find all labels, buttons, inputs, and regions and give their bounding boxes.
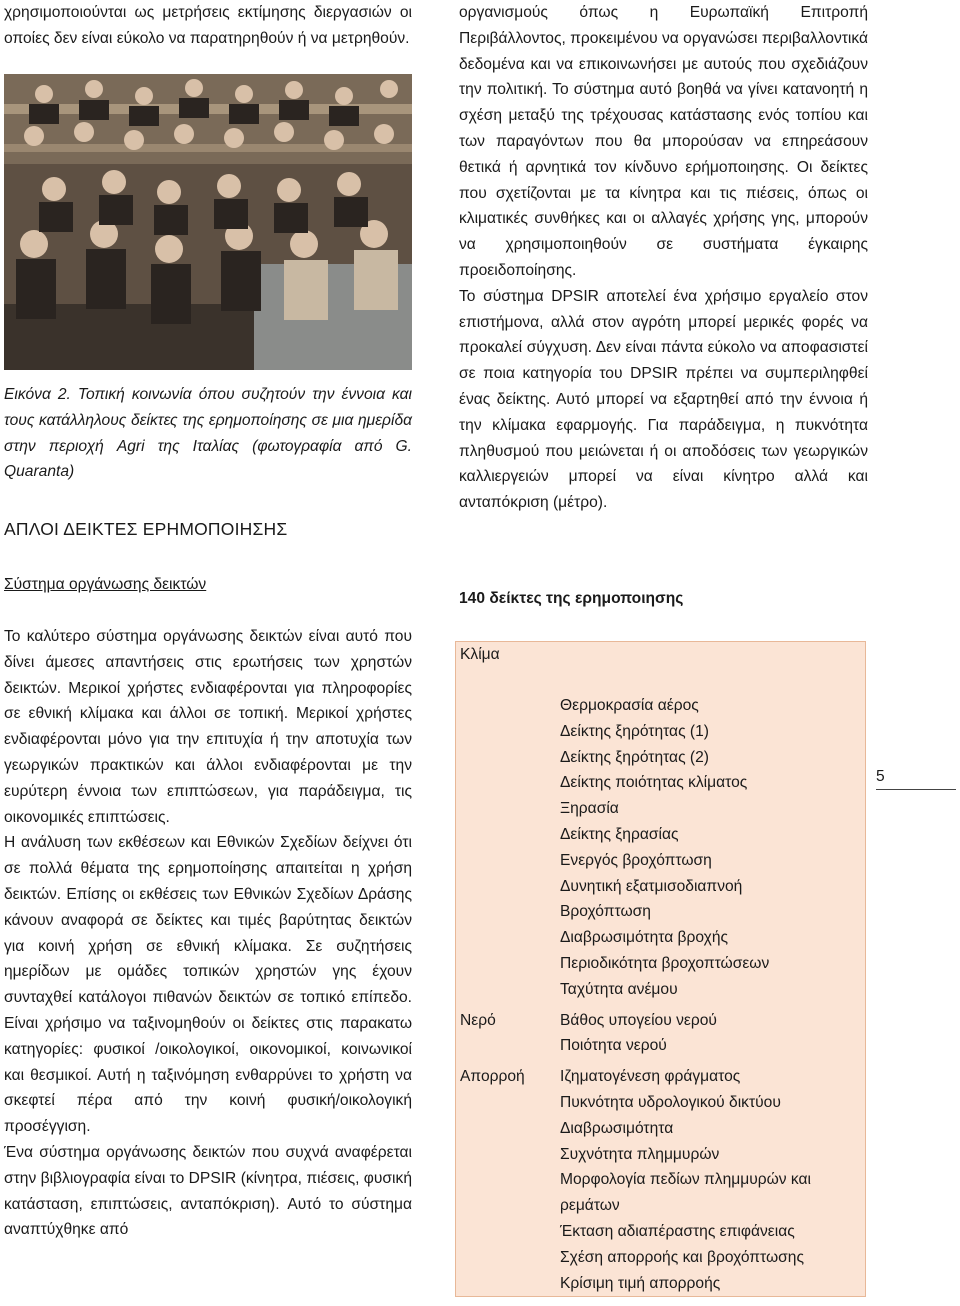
indicator-list-title: 140 δείκτες της ερημοποιησης [459,590,684,607]
indicator-item: Ταχύτητα ανέμου [560,980,678,998]
body-paragraph: Το σύστημα DPSIR αποτελεί ένα χρήσιμο εργαλείο στον επιστήμονα, αλλά στον αγρότη μπορεί μερικές φορές να προκαλεί σύγχυση. Δεν είναι πάντα εύκολο να αποφασιστεί σε ποια κατηγορία του DPSIR πρέπει να συμπεριληφθεί ένας δείκτης. Αυτό μπορεί να εξαρτηθεί από την έννοια ή την κλίμακα εφαρμογής. Για παράδειγμα, η πυκνότητα πληθυσμού που μειώνεται ή οι αποδόσεις των γεωργικών καλλιεργειών μπορεί να είναι κίνητρο αλλά και ανταπόκριση (μέτρο). [459,287,868,512]
indicator-list [556,1064,866,1297]
indicator-item: Βάθος υπογείου νερού [560,1011,717,1029]
indicator-item: Συχνότητα πλημμυρών [560,1145,720,1163]
indicator-item: Θερμοκρασία αέρος [560,697,699,714]
indicator-item: Δείκτης ξηρασίας [560,825,679,843]
indicator-list [556,1008,866,1065]
indicator-item: Δείκτης ξηρότητας (1) [560,722,709,740]
indicator-item: Διαβρωσιμότητα [560,1119,674,1137]
indicator-item: Μορφολογία πεδίων πλημμυρών και ρεμάτων [560,1171,812,1215]
indicator-item: Δείκτης ποιότητας κλίματος [560,774,748,792]
indicator-item: Σχέση απορροής και βροχόπτωσης [560,1248,804,1266]
right-body [459,0,868,516]
left-body [4,624,412,1243]
table-row [456,642,866,1008]
indicator-item: Δείκτης ξηρότητας (2) [560,748,709,766]
body-paragraph: οργανισμούς όπως η Ευρωπαϊκή Επιτροπή Περιβάλλοντος, προκειμένου να οργανώσει περιβαλλοντικά δεδομένα και να επικοινωνήσει με αυτούς που σχεδιάζουν την πολιτική. Το σύστημα αυτό βοηθά να γίνει κατανοητή η σχέση μεταξύ της τρέχουσας κατάστασης ενός τοπίου και των παραγόντων που θα μπορούσαν να επηρεάσουν θετικά ή αρνητικά τον κίνδυνο ερήμοποιησης. Οι δείκτες που σχετίζονται με τα κίνητρα και τις πιέσεις, όπως οι κλιματικές συνθήκες και οι αλλαγές χρήσης γης, μπορούν να χρησιμοποιηθούν σε συστήματα έγκαιρης προειδοποίησης. [459,4,868,279]
page-number: 5 [876,768,956,790]
indicator-item: Ξηρασία [560,800,619,818]
indicator-item: Έκταση αδιαπέραστης επιφάνειας [560,1222,795,1240]
indicator-list [556,642,866,1008]
figure-caption: Εικόνα 2. Τοπική κοινωνία όπου συζητούν την έννοια και τους κατάλληλους δείκτες της ερημοποίησης σε μια ημερίδα στην περιοχή Agri της Ιταλίας (φωτογραφία από G. Quaranta) [4,386,412,481]
body-paragraph: Η ανάλυση των εκθέσεων και Εθνικών Σχεδίων δείχνει ότι σε πολλά θέματα της ερημοποίησης απαιτείται η χρήση δεικτών. Επίσης οι εκθέσεις των Εθνικών Σχεδίων Δράσης κάνουν αναφορά σε δείκτες και τιμές βαρύτητας δεικτών για κοινή χρήση σε εθνική κλίμακα. Σε συζητήσεις ημερίδων με ομάδες τοπικών χρηστών γης έχουν συνταχθεί κατάλογοι πιθανών δεικτών σε τοπικό επίπεδο. Είναι χρήσιμο να ταξινομηθούν οι δείκτες στις παρακατω κατηγορίες: φυσικοί /οικολογικοί, οικονομικοί, κοινωνικοί και θεσμικοί. Αυτή η ταξινόμηση ενθαρρύνει το χρήστη να σκεφτεί πέρα από την κοινή φυσική/οικολογική προσέγγιση. [4,834,412,1136]
table-row [456,1008,866,1065]
body-paragraph: Ένα σύστημα οργάνωσης δεικτών που συχνά αναφέρεται στην βιβλιογραφία είναι το DPSIR (κίνητρα, πιέσεις, φυσική κατάσταση, επιπτώσεις, ανταπόκριση). Αυτό το σύστημα αναπτύχθηκε από [4,1143,412,1239]
indicator-item: Πυκνότητα υδρολογικού δικτύου [560,1093,781,1111]
indicator-item: Περιοδικότητα βροχοπτώσεων [560,954,770,972]
category-label: Νερό [460,1011,496,1029]
indicator-item: Δυνητική εξατμισοδιαπνοή [560,877,743,895]
section-heading: ΑΠΛΟΙ ΔΕΙΚΤΕΣ ΕΡΗΜΟΠΟΙΗΣΗΣ [4,519,288,539]
sub-heading: Σύστημα οργάνωσης δεικτών [4,576,207,593]
indicator-item: Βροχόπτωση [560,903,651,921]
indicator-item: Ιζηματογένεση φράγματος [560,1068,741,1086]
audience-photo [4,74,412,370]
body-paragraph: Το καλύτερο σύστημα οργάνωσης δεικτών είναι αυτό που δίνει άμεσες απαντήσεις στις ερωτήσεις των χρηστών δεικτών. Μερικοί χρήστες ενδιαφέρονται για πληροφορίες σε εθνική κλίμακα και άλλοι σε τοπική. Μερικοί χρήστες ενδιαφέρονται μόνο για την επιτυχία ή την αποτυχία των γεωργικών πρακτικών και άλλοι ενδιαφέρονται με την ευρύτερη έννοια των επιπτώσεων, για παράδειγμα, τις οικονομικές επιπτώσεις. [4,628,412,826]
table-row [456,1064,866,1297]
indicator-item: Κρίσιμη τιμή απορροής [560,1274,721,1292]
category-label: Κλίμα [460,646,500,663]
category-label: Απορροή [460,1068,525,1086]
indicator-item: Διαβρωσιμότητα βροχής [560,929,729,947]
indicator-table [455,641,866,1297]
intro-paragraph: χρησιμοποιούνται ως μετρήσεις εκτίμησης διεργασιών οι οποίες δεν είναι εύκολο να παρατηρηθούν ή να μετρηθούν. [4,4,412,47]
indicator-item: Ενεργός βροχόπτωση [560,851,712,869]
indicator-item: Ποιότητα νερού [560,1037,667,1055]
